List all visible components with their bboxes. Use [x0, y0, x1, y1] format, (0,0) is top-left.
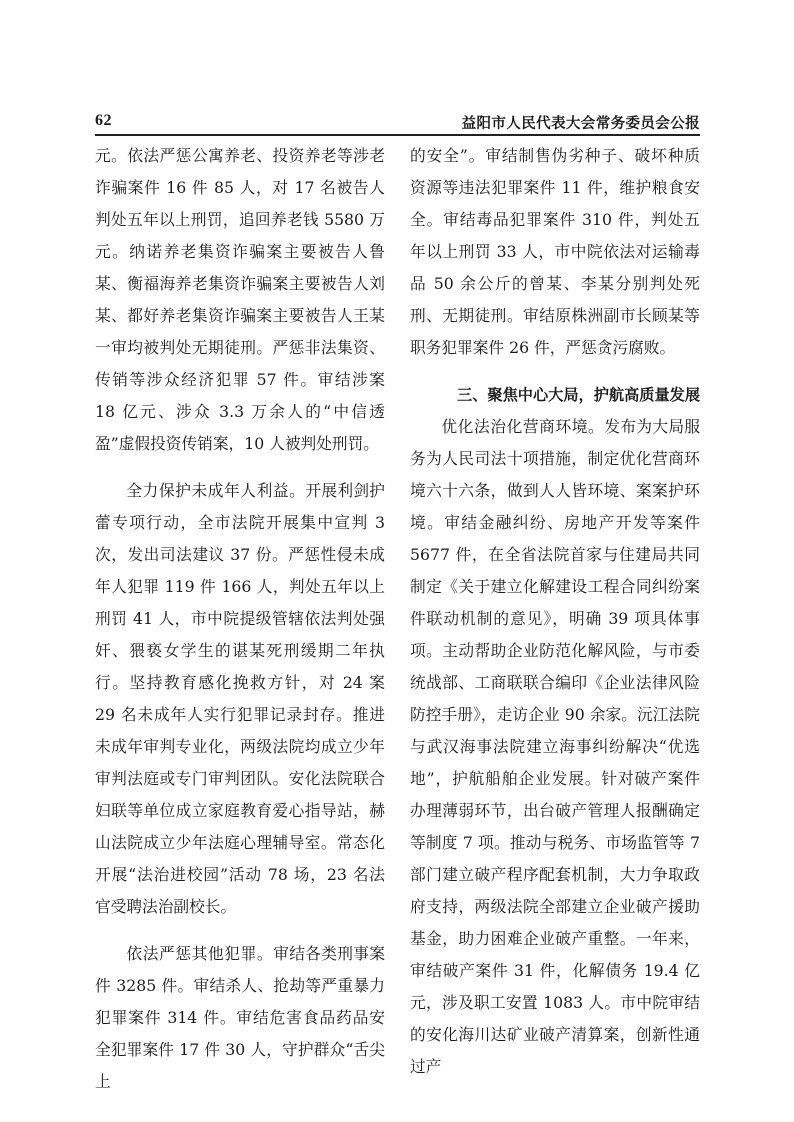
paragraph-minors	[95, 475, 385, 923]
paragraph-gap	[95, 460, 385, 475]
page-number: 62	[95, 112, 112, 129]
paragraph-gap	[410, 364, 700, 379]
paragraph-minors-body: 开展利剑护蕾专项行动，全市法院开展集中宣判 3 次，发出司法建议 37 份。严惩性侵未成年人犯罪 119 件 166 人，判处五年以上刑罚 41 人，市中院提级管辖依法判处强奸、猥亵女学生的谌某死刑缓期二年执行。坚持教育感化挽救方针，对 24 案 29 名未成年人实行犯罪记录封存。推进未成年审判专业化，两级法院均成立少年审判法庭或专门审判团队。安化法院联合妇联等单位成立家庭教育爱心指导站，赫山法院成立少年法庭心理辅导室。常态化开展“法治进校园”活动 78 场，23 名法官受聘法治副校长。	[95, 481, 385, 916]
paragraph-other-crimes	[95, 938, 385, 1098]
paragraph-business-environment-body: 发布为大局服务为人民司法十项措施，制定优化营商环境六十六条，做到人人皆环境、案案护环境。审结金融纠纷、房地产开发等案件 5677 件，在全省法院首家与住建局共同制定《关于建立化解建设工程合同纠纷案件联动机制的意见》，明确 39 项具体事项。主动帮助企业防范化解风险，与市委统战部、工商联联合编印《企业法律风险防控手册》，走访企业 90 余家。沅江法院与武汉海事法院建立海事纠纷解决“优选地”，护航船舶企业发展。针对破产案件办理薄弱环节，出台破产管理人报酬确定等制度 7 项。推动与税务、市场监管等 7 部门建立破产程序配套机制，大力争取政府支持，两级法院全部建立企业破产援助基金，助力困难企业破产重整。一年来，审结破产案件 31 件，化解债务 19.4 亿元，涉及职工安置 1083 人。市中院审结的安化海川达矿业破产清算案，创新性通过产	[410, 417, 701, 1076]
page-header	[95, 104, 700, 132]
header-rule	[95, 134, 700, 136]
paragraph-food-drug-safety: 的安全”。审结制售伪劣种子、破坏种质资源等违法犯罪案件 11 件，维护粮食安全。审结毒品犯罪案件 310 件，判处五年以上刑罚 33 人，市中院依法对运输毒品 50 余公斤的曾某、李某分别判处死刑、无期徒刑。审结原株洲副市长顾某等职务犯罪案件 26 件，严惩贪污腐败。	[410, 146, 700, 357]
section-heading: 三、聚焦中心大局，护航高质量发展	[457, 386, 700, 404]
lead-in-business-environment: 优化法治化营商环境。	[441, 417, 605, 436]
paragraph-other-crimes-body: 审结各类刑事案件 3285 件。审结杀人、抢劫等严重暴力犯罪案件 314 件。审结危害食品药品安全犯罪案件 17 件 30 人，守护群众“舌尖上	[95, 944, 386, 1091]
lead-in-other-crimes: 依法严惩其他犯罪。	[126, 944, 274, 963]
journal-title: 益阳市人民代表大会常务委员会公报	[461, 116, 700, 132]
paragraph-business-environment	[410, 411, 700, 1083]
paragraph-gap	[95, 923, 385, 938]
lead-in-minors: 全力保护未成年人利益。	[126, 481, 306, 500]
left-column	[95, 140, 385, 1098]
paragraph-elder-fraud: 元。依法严惩公寓养老、投资养老等涉老诈骗案件 16 件 85 人，对 17 名被告人判处五年以上刑罚，追回养老钱 5580 万元。纳诺养老集资诈骗案主要被告人鲁某、衡福海养老集资诈骗案主要被告人刘某、都好养老集资诈骗案主要被告人王某一审均被判处无期徒刑。严惩非法集资、传销等涉众经济犯罪 57 件。审结涉案 18 亿元、涉众 3.3 万余人的“中信透盈”虚假投资传销案，10 人被判处刑罚。	[95, 146, 385, 453]
right-column	[410, 140, 700, 1083]
